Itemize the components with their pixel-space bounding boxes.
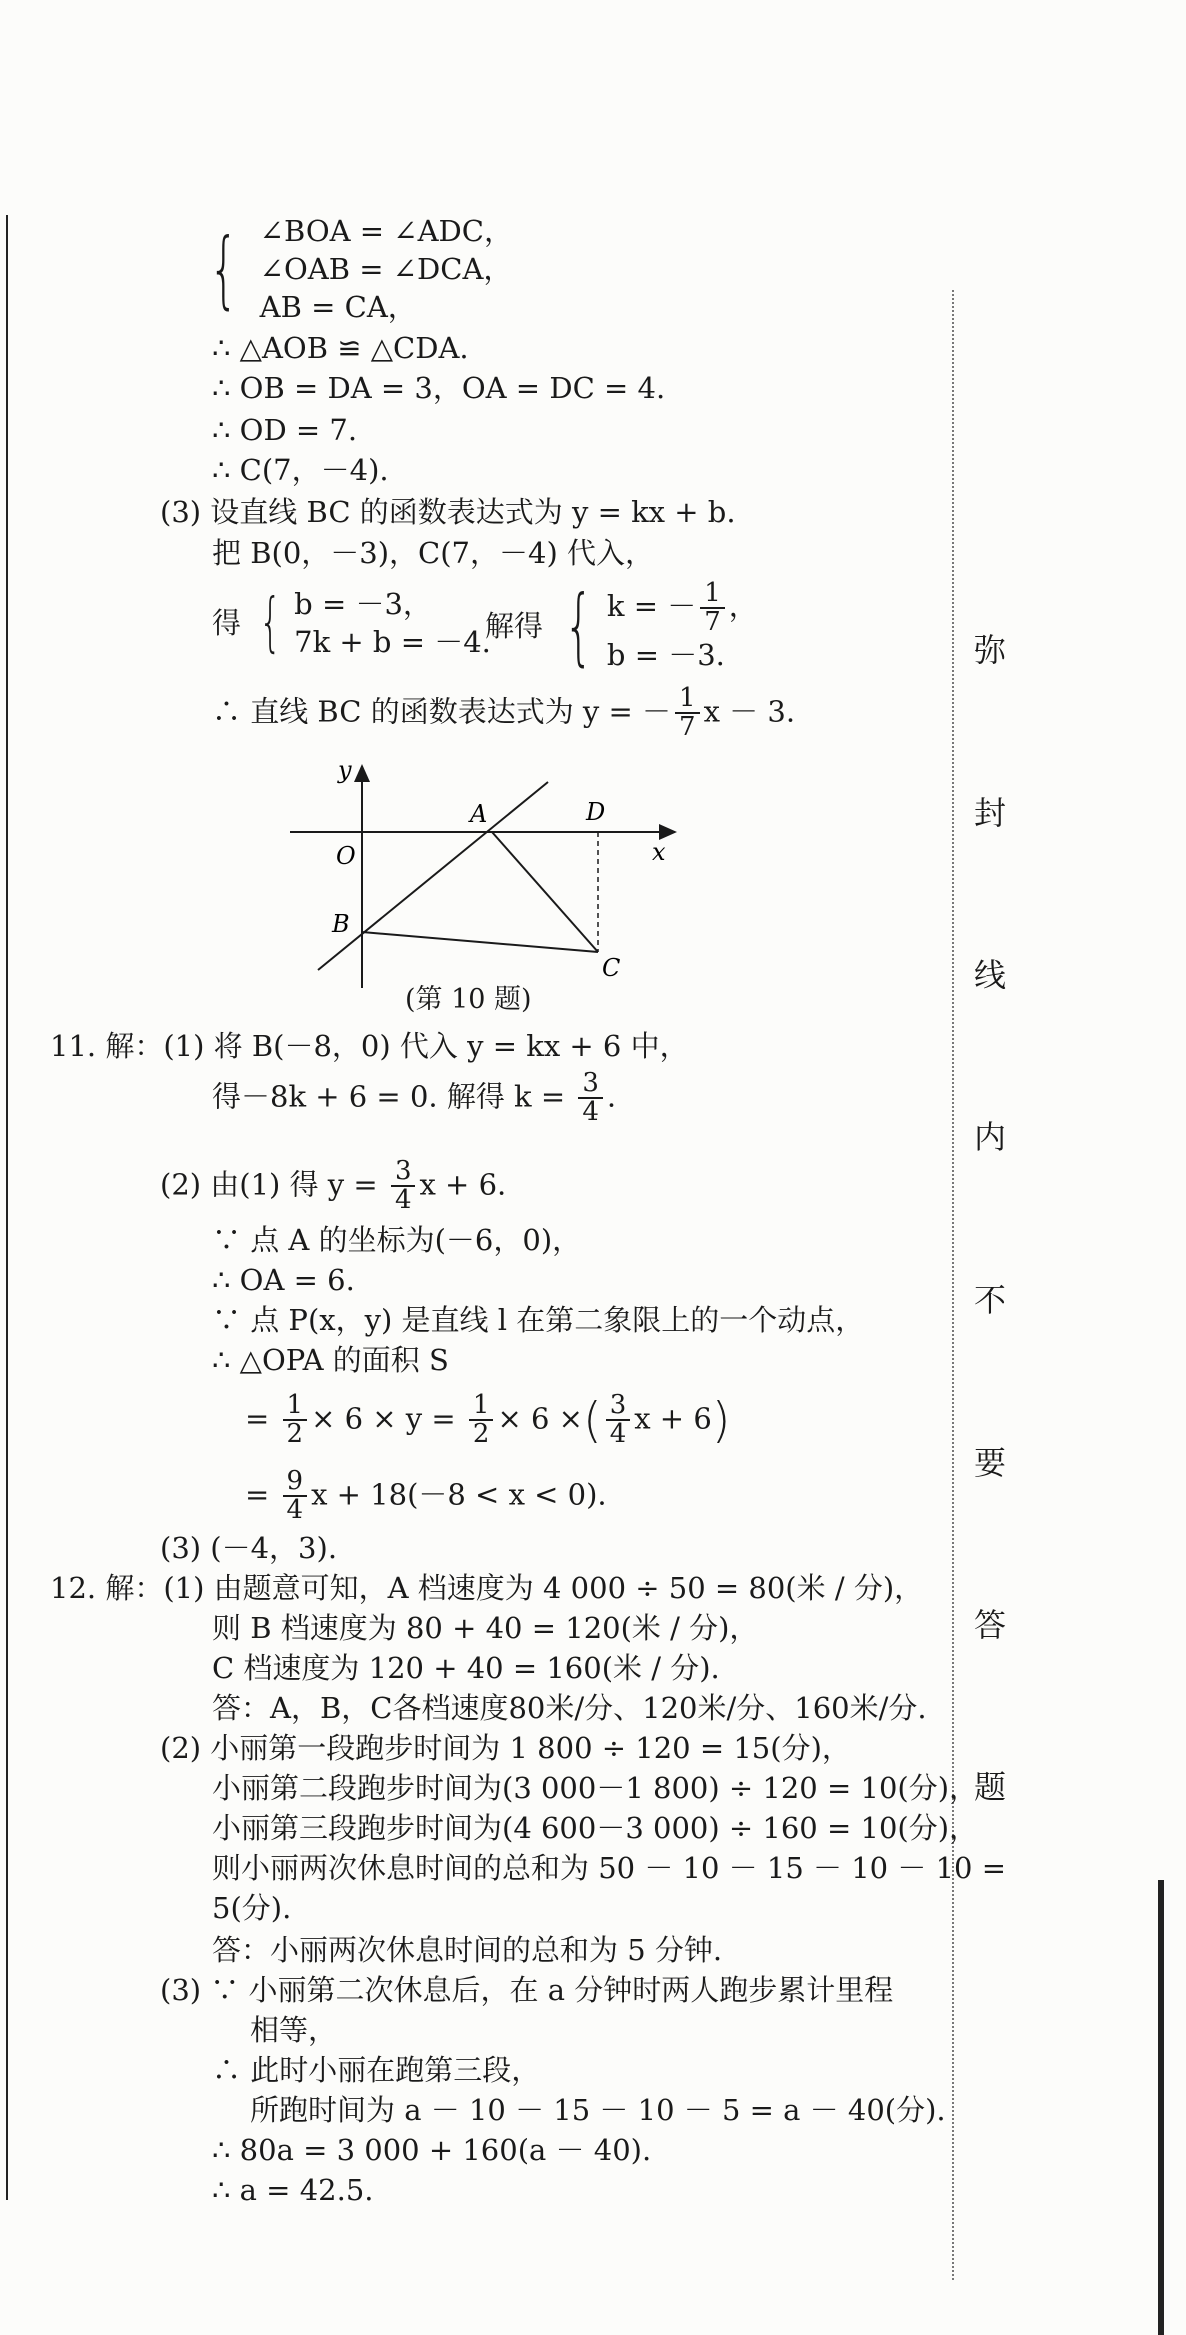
math-text: 得－8k + 6 = 0. 解得 k = [212, 1079, 575, 1114]
math-line: (2) 小丽第一段跑步时间为 1 800 ÷ 120 = 15(分)， [160, 1731, 851, 1765]
seal-char: 不 [973, 1281, 1006, 1319]
math-text: ∴ 直线 BC 的函数表达式为 y = － [212, 694, 672, 729]
numerator: 1 [283, 1392, 308, 1421]
math-line: C 档速度为 120 + 40 = 160(米 / 分). [212, 1651, 720, 1685]
q10-equation-system [212, 585, 491, 661]
math-line: ∠OAB = ∠DCA， [259, 252, 513, 286]
numerator: 9 [283, 1468, 308, 1497]
math-line: 答：小丽两次休息时间的总和为 5 分钟. [212, 1933, 723, 1967]
seal-char: 封 [973, 794, 1006, 832]
numerator: 3 [578, 1070, 603, 1099]
q10-answer-line [212, 685, 795, 742]
fraction [606, 1392, 631, 1449]
math-line: 相等， [250, 2013, 338, 2047]
math-line: ∴ 80a = 3 000 + 160(a － 40). [212, 2133, 652, 2167]
right-paren: ) [711, 1392, 731, 1449]
left-brace: { [564, 577, 594, 676]
q11-line3 [160, 1158, 506, 1215]
denominator: 2 [286, 1419, 304, 1450]
q10-figure [280, 756, 666, 1000]
math-line: ∴ △OPA 的面积 S [212, 1343, 449, 1377]
math-text: x + 6 [634, 1401, 712, 1436]
math-line: (3) ∵ 小丽第二次休息后，在 a 分钟时两人跑步累计里程 [160, 1973, 894, 2007]
math-line: 小丽第三段跑步时间为(4 600－3 000) ÷ 160 = 10(分)， [212, 1811, 979, 1845]
math-line: 7k + b = －4. [294, 625, 491, 659]
segment-bc [362, 932, 598, 952]
numerator: 3 [391, 1158, 416, 1187]
numerator: 1 [469, 1392, 494, 1421]
left-brace: { [209, 220, 239, 318]
left-paren: ( [582, 1392, 602, 1449]
math-text: × 6 × [497, 1401, 583, 1436]
math-line: 11. 解：(1) 将 B(－8，0) 代入 y = kx + 6 中， [50, 1029, 689, 1063]
math-text: (2) 由(1) 得 y = [160, 1167, 387, 1202]
numerator: 3 [606, 1392, 631, 1421]
math-line: ∴ a = 42.5. [212, 2173, 374, 2207]
fraction [391, 1158, 416, 1215]
math-line: ∴ OB = DA = 3，OA = DC = 4. [212, 371, 666, 405]
numerator: 1 [700, 580, 725, 609]
label-c: C [602, 954, 621, 982]
denominator: 4 [582, 1097, 599, 1128]
math-line: ∴ △AOB ≌ △CDA. [212, 331, 469, 365]
math-text: 解得 [485, 609, 544, 644]
math-line [607, 578, 758, 636]
q10-system [205, 212, 513, 326]
label-y: y [338, 756, 352, 784]
math-line: ∵ 点 P(x，y) 是直线 l 在第二象限上的一个动点， [212, 1303, 865, 1337]
math-line: ∴ C(7，－4). [212, 453, 389, 487]
seal-char: 题 [973, 1768, 1006, 1806]
fraction [675, 685, 700, 742]
line-bc [318, 782, 548, 970]
math-text: × 6 × y = [311, 1401, 465, 1436]
math-line: 12. 解：(1) 由题意可知，A 档速度为 4 000 ÷ 50 = 80(米 / 分)， [50, 1571, 924, 1605]
math-text: = [245, 1401, 279, 1436]
denominator: 4 [609, 1419, 627, 1450]
denominator: 2 [472, 1419, 490, 1450]
label-o: O [336, 842, 356, 870]
denominator: 7 [704, 607, 721, 637]
math-line: 把 B(0，－3)，C(7，－4) 代入， [212, 536, 654, 570]
math-line: 则 B 档速度为 80 + 40 = 120(米 / 分)， [212, 1611, 759, 1645]
seal-char: 要 [973, 1444, 1006, 1482]
denominator: 7 [679, 712, 696, 743]
q10-solution-system [485, 578, 758, 674]
math-line: 答：A，B，C各档速度80米/分、120米/分、160米/分. [212, 1691, 927, 1725]
math-text: x － 3. [703, 694, 796, 729]
segment-ac [492, 832, 598, 952]
math-line: ∴ OA = 6. [212, 1263, 355, 1297]
math-text: 得 [212, 606, 242, 640]
math-line: (3) (－4，3). [160, 1531, 338, 1565]
math-text: x + 18(－8 < x < 0). [311, 1477, 607, 1512]
label-x: x [652, 838, 666, 866]
fraction [700, 577, 725, 637]
math-line: 所跑时间为 a － 10 － 15 － 10 － 5 = a － 40(分). [250, 2093, 946, 2127]
math-line: ∠BOA = ∠ADC， [259, 214, 513, 248]
math-line: b = －3， [294, 587, 432, 621]
math-line: ∵ 点 A 的坐标为(－6，0)， [212, 1223, 582, 1257]
seal-char: 弥 [973, 631, 1006, 669]
seal-dashed-line [952, 290, 954, 2280]
math-line: 则小丽两次休息时间的总和为 50 － 10 － 15 － 10 － 10 = [212, 1851, 1006, 1885]
math-line: (3) 设直线 BC 的函数表达式为 y = kx + b. [160, 495, 736, 529]
left-brace: { [259, 586, 282, 660]
math-line: b = －3. [606, 638, 725, 673]
numerator: 1 [675, 685, 700, 714]
label-d: D [586, 798, 606, 826]
seal-char: 答 [973, 1606, 1006, 1644]
denominator: 4 [394, 1185, 412, 1216]
math-line: AB = CA， [259, 290, 417, 324]
math-text: k = － [606, 589, 697, 623]
math-text: = [245, 1477, 279, 1512]
math-line: 小丽第二段跑步时间为(3 000－1 800) ÷ 120 = 10(分)， [212, 1771, 979, 1805]
figure-caption: (第 10 题) [405, 984, 532, 1015]
denominator: 4 [286, 1495, 304, 1526]
system-stack [294, 585, 491, 661]
system-stack [607, 578, 758, 674]
seal-char: 内 [973, 1118, 1006, 1156]
fraction [283, 1392, 308, 1449]
fraction [578, 1070, 603, 1127]
math-line: ∴ OD = 7. [212, 413, 358, 447]
math-text: x + 6. [419, 1167, 507, 1202]
system-stack [260, 212, 513, 326]
math-line: ∴ 此时小丽在跑第三段， [212, 2053, 541, 2087]
math-text: . [606, 1079, 617, 1114]
math-text: ， [728, 589, 758, 623]
q11-line8 [245, 1392, 731, 1449]
q11-line9 [245, 1468, 607, 1525]
math-line: 5(分). [212, 1891, 292, 1925]
fraction [469, 1392, 494, 1449]
label-a: A [470, 800, 488, 828]
label-b: B [332, 910, 350, 938]
right-edge-bar [1158, 1880, 1164, 2335]
fraction [283, 1468, 308, 1525]
left-margin-line [6, 215, 8, 2200]
q11-line2 [212, 1070, 616, 1127]
seal-char: 线 [973, 956, 1006, 994]
